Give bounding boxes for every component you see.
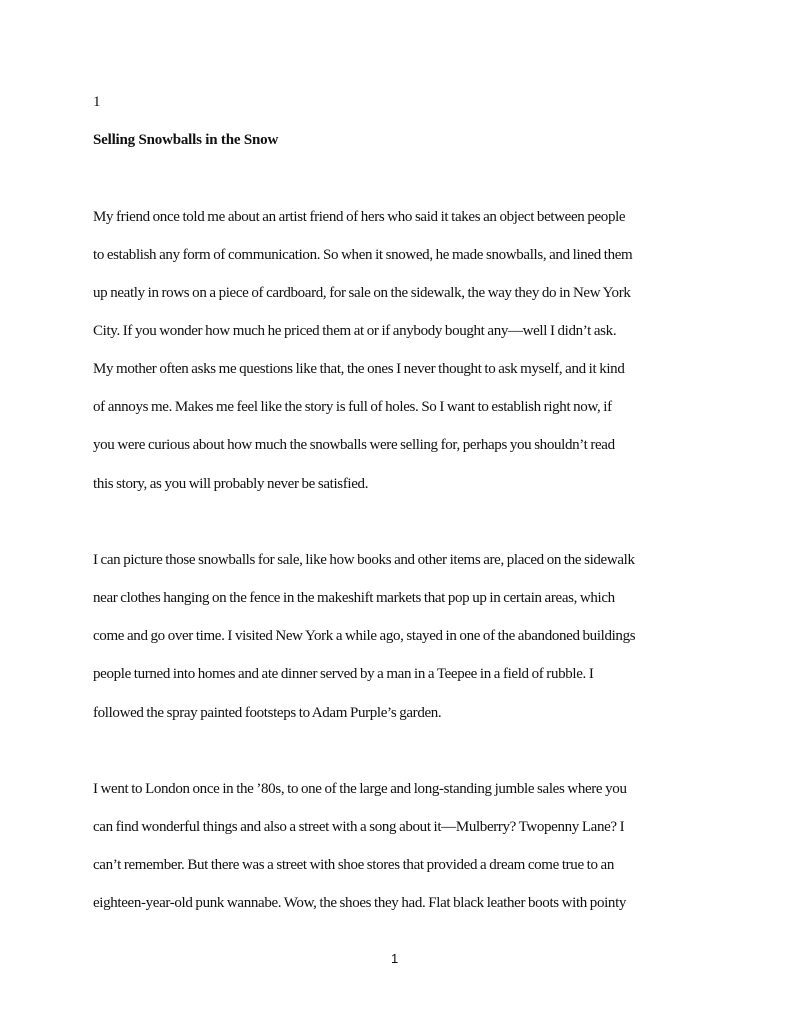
story-title: Selling Snowballs in the Snow	[93, 132, 279, 148]
text-line: followed the spray painted footsteps to Adam Purple’s garden.	[93, 705, 442, 721]
footer-page-number: 1	[391, 951, 399, 966]
text-line: eighteen-year-old punk wannabe. Wow, the shoes they had. Flat black leather boots with pointy	[93, 895, 627, 911]
text-line: up neatly in rows on a piece of cardboard, for sale on the sidewalk, the way they do in New York	[93, 285, 631, 301]
text-line: I can picture those snowballs for sale, like how books and other items are, placed on the sidewalk	[93, 552, 635, 568]
text-line: My mother often asks me questions like that, the ones I never thought to ask myself, and it kind	[93, 361, 625, 377]
text-line: I went to London once in the ’80s, to one of the large and long-standing jumble sales where you	[93, 781, 627, 797]
text-line: people turned into homes and ate dinner served by a man in a Teepee in a field of rubble. I	[93, 666, 594, 682]
text-line: near clothes hanging on the fence in the makeshift markets that pop up in certain areas, which	[93, 590, 615, 606]
header-page-number: 1	[93, 94, 101, 110]
text-line: this story, as you will probably never be satisfied.	[93, 476, 369, 492]
text-line: can’t remember. But there was a street with shoe stores that provided a dream come true to an	[93, 857, 614, 873]
text-line: come and go over time. I visited New York a while ago, stayed in one of the abandoned buildings	[93, 628, 636, 644]
text-line: My friend once told me about an artist friend of hers who said it takes an object between people	[93, 209, 626, 225]
text-line: City. If you wonder how much he priced them at or if anybody bought any—well I didn’t ask.	[93, 323, 617, 339]
text-line: can find wonderful things and also a street with a song about it—Mulberry? Twopenny Lane? I	[93, 819, 625, 835]
text-line: to establish any form of communication. So when it snowed, he made snowballs, and lined them	[93, 247, 633, 263]
text-line: of annoys me. Makes me feel like the story is full of holes. So I want to establish right now, if	[93, 399, 612, 415]
text-line: you were curious about how much the snowballs were selling for, perhaps you shouldn’t read	[93, 437, 615, 453]
